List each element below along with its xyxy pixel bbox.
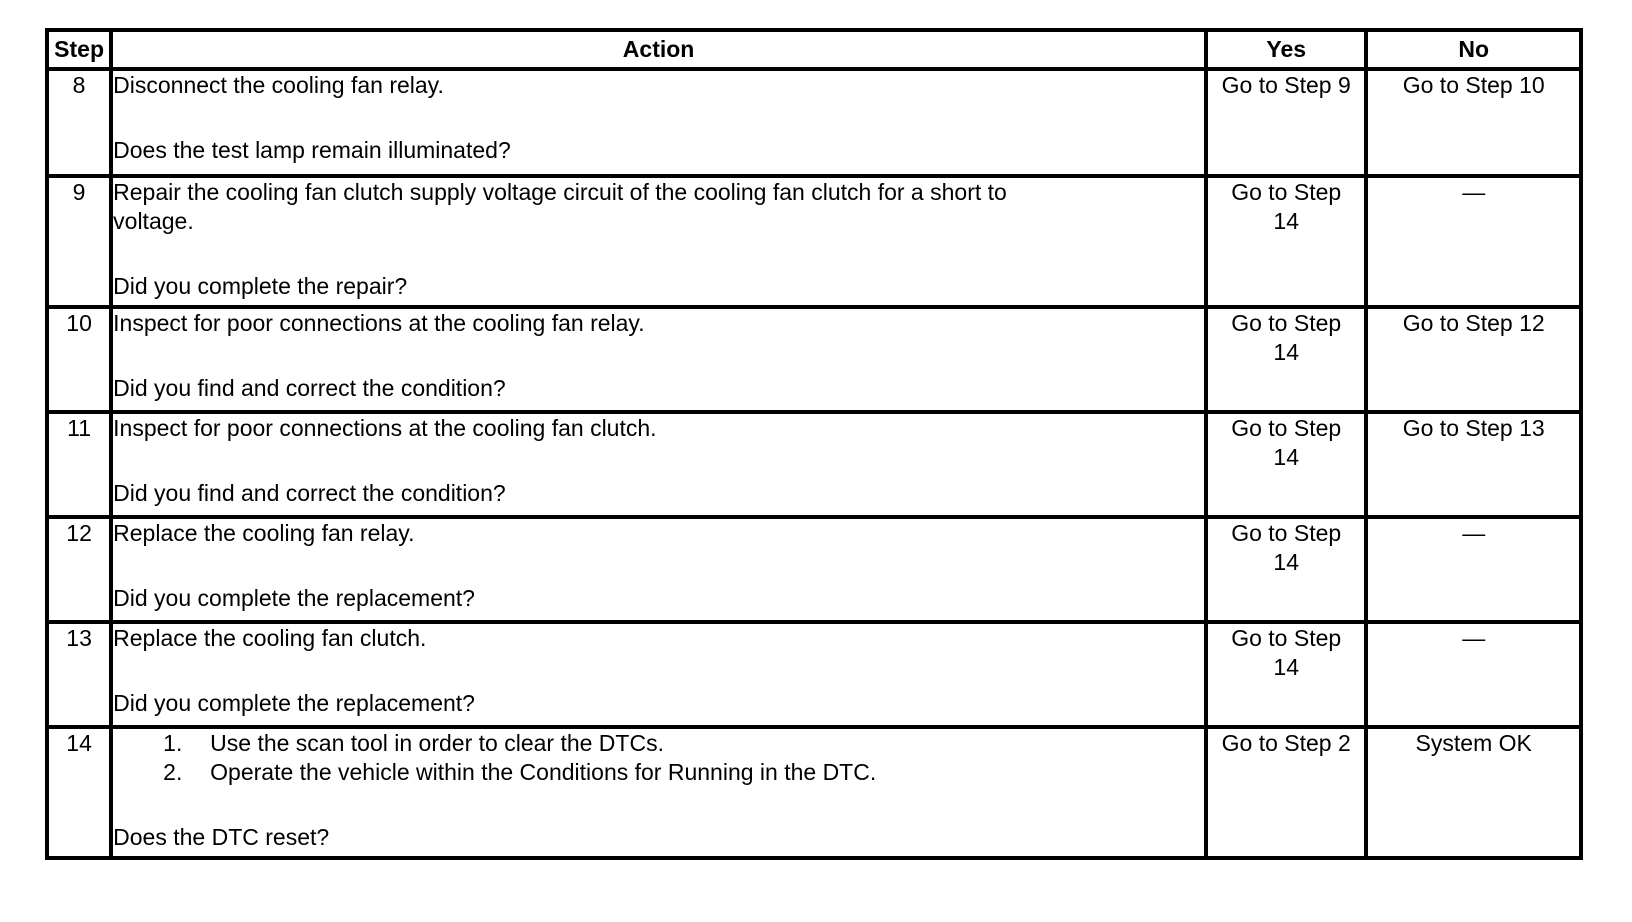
header-yes: Yes [1206, 30, 1366, 69]
action-instruction: Inspect for poor connections at the cooling fan clutch. [113, 415, 657, 441]
header-row [47, 30, 1581, 69]
substep-item [163, 729, 1204, 758]
step-number: 9 [47, 176, 111, 307]
step-number: 12 [47, 517, 111, 622]
yes-result: Go to Step 14 [1206, 176, 1366, 307]
yes-result: Go to Step 14 [1206, 307, 1366, 412]
action-cell [111, 412, 1206, 517]
table-row [47, 412, 1581, 517]
substep-number: 1. [163, 730, 183, 756]
step-number: 13 [47, 622, 111, 727]
substep-text: Operate the vehicle within the Conditions for Running in the DTC. [210, 759, 877, 785]
action-cell [111, 176, 1206, 307]
header-no: No [1366, 30, 1581, 69]
table-row [47, 517, 1581, 622]
action-cell [111, 69, 1206, 176]
action-question: Does the DTC reset? [113, 824, 330, 850]
no-result: Go to Step 10 [1366, 69, 1581, 176]
substep-number: 2. [163, 759, 183, 785]
table-row [47, 69, 1581, 176]
no-result: Go to Step 13 [1366, 412, 1581, 517]
yes-result: Go to Step 14 [1206, 412, 1366, 517]
action-instruction: Disconnect the cooling fan relay. [113, 72, 444, 98]
action-cell [111, 622, 1206, 727]
table-row [47, 622, 1581, 727]
action-question: Did you complete the replacement? [113, 690, 475, 716]
no-result: — [1366, 622, 1581, 727]
table-row [47, 307, 1581, 412]
action-instruction: Replace the cooling fan relay. [113, 520, 415, 546]
yes-result: Go to Step 2 [1206, 727, 1366, 858]
header-step: Step [47, 30, 111, 69]
no-result: — [1366, 517, 1581, 622]
substep-text: Use the scan tool in order to clear the DTCs. [210, 730, 664, 756]
no-result: Go to Step 12 [1366, 307, 1581, 412]
diagnostic-steps-table [45, 28, 1583, 860]
action-question: Does the test lamp remain illuminated? [113, 137, 511, 163]
step-number: 8 [47, 69, 111, 176]
yes-result: Go to Step 14 [1206, 517, 1366, 622]
action-instruction: Replace the cooling fan clutch. [113, 625, 427, 651]
no-result: — [1366, 176, 1581, 307]
header-action: Action [111, 30, 1206, 69]
action-question: Did you complete the replacement? [113, 585, 475, 611]
no-result: System OK [1366, 727, 1581, 858]
substep-list [113, 729, 1204, 787]
substep-item [163, 758, 1204, 787]
step-number: 11 [47, 412, 111, 517]
action-instruction: Repair the cooling fan clutch supply voltage circuit of the cooling fan clutch for a short to voltage. [113, 179, 1007, 234]
step-number: 10 [47, 307, 111, 412]
yes-result: Go to Step 9 [1206, 69, 1366, 176]
action-cell [111, 307, 1206, 412]
action-cell [111, 517, 1206, 622]
action-cell [111, 727, 1206, 858]
action-question: Did you complete the repair? [113, 273, 408, 299]
action-question: Did you find and correct the condition? [113, 375, 506, 401]
table-row [47, 176, 1581, 307]
yes-result: Go to Step 14 [1206, 622, 1366, 727]
table-row [47, 727, 1581, 858]
step-number: 14 [47, 727, 111, 858]
action-instruction: Inspect for poor connections at the cooling fan relay. [113, 310, 645, 336]
action-question: Did you find and correct the condition? [113, 480, 506, 506]
